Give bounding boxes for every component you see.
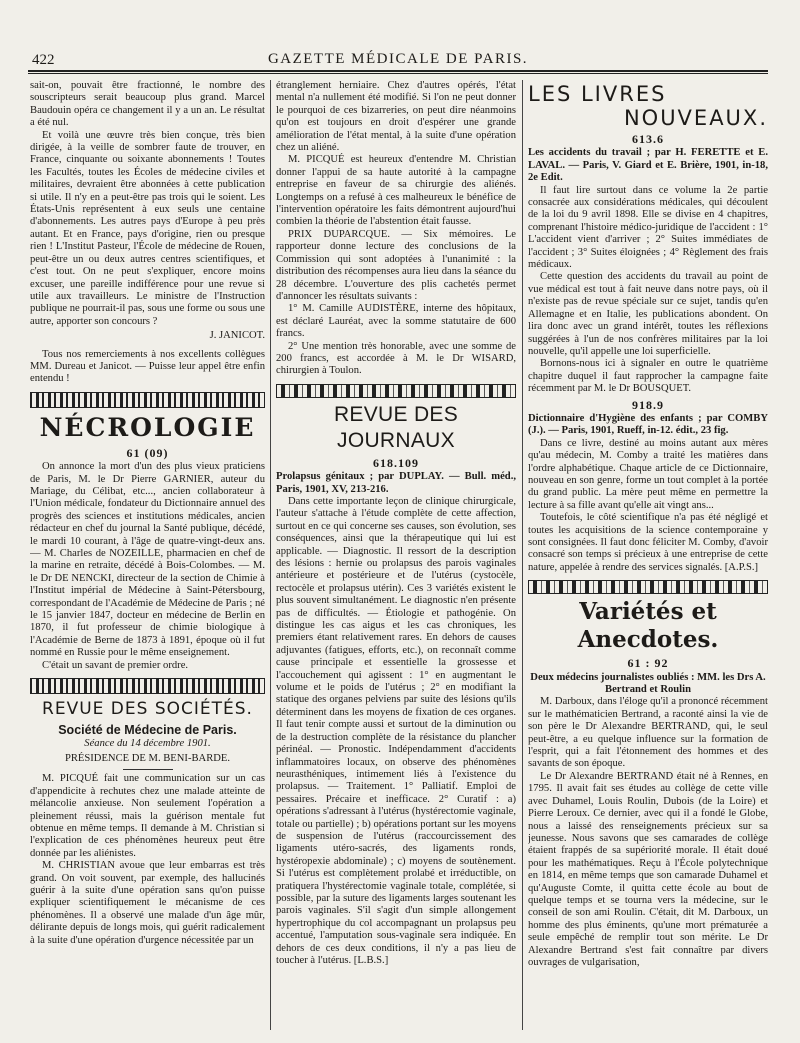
paragraph: Cette question des accidents du travail au point de vue médical est tout à fait neuve dans notre pays, où il n'existe pas de revue spéciale sur ce sujet, tandis qu'en Allemagne et en Italie, les publications abondent. On lira donc avec un grand intérêt, toutes les réflexions suggérées à l'un de nos confrères militaires par la loi nouvelle, qu'il appelle une loi superficielle.: [528, 271, 768, 357]
section-title-varietes: Variétés et Anecdotes.: [577, 598, 719, 654]
section-number: 618.109: [373, 455, 419, 470]
paragraph: 1° M. Camille AUDISTÈRE, interne des hôpitaux, est déclaré Lauréat, avec la somme statutaire de 600 francs.: [276, 303, 516, 340]
article-lead: Deux médecins journalistes oubliés : MM. les Drs A. Bertrand et Roulin: [530, 671, 766, 696]
article-lead: Prolapsus génitaux ; par DUPLAY. — Bull. méd., Paris, 1901, XV, 213-216.: [276, 471, 516, 495]
column-3: [528, 80, 768, 1030]
paragraph: Dans cette importante leçon de clinique chirurgicale, l'auteur s'attache à l'étude complète de cette affection, surtout en ce qui concerne ses causes, son évolution, ses conséquences, ainsi que la thérapeutique qui lui est applicable. — Diagnostic. Il ressort de la description des lésions : hernie ou prolapsus des parois vaginales antérieure et postérieure et de l'utérus (cystocèle, rectocèle et prolapsus utérin). Ces 3 variétés existent le plus souvent simultanément. Le diagnostic n'en présente pas de difficultés. — Étiologie et pathogénie. On distingue les cas aigus et les cas chroniques, les premiers étant relativement rares. En dehors de causes adjuvantes (fatigues, efforts, etc.), on reconnaît comme cause principale et essentielle la grossesse et l'accouchement qui agissent : 1° en augmentant le volume et le poids de l'utérus ; 2° en modifiant la statique des organes pelviens par suite des lésions qu'ils déterminent dans les moyens de fixation de ces organes. Il faut tenir compte aussi et surtout de la diminution ou de la destruction complète de la résistance du plancher périnéal. — Pronostic. Indépendamment d'accidents inflammatoires locaux, on observe des phénomènes neurasthéniques, intimement liés à l'existence du prolapsus. — Traitement. 1° Palliatif. Emploi de pessaires. Précaire et inefficace. 2° Curatif : a) opérations s'adressant à l'utérus (hystérectomie vaginale, totale ou partielle) ; b) opérations portant sur les moyens de suspension de l'utérus (raccourcissement des ligaments utéro-sacrés, des ligaments ronds, hystéropexie abdominale) ; c) moyens de soutènement. Si l'utérus est complètement prolabé et irréductible, on pratiquera l'hystérectomie vaginale totale, complétée, si possible, par la suture des ligaments larges soutenant les parois vaginales. S'il s'agit d'un simple allongement hypertrophique du col accompagnant un prolapsus peu accentué, l'amputation sous-vaginale sera indiquée. En dehors de ces deux conditions, il n'y a pas lieu de toucher à l'utérus. [L.B.S.]: [276, 495, 516, 966]
book-lead: Les accidents du travail ; par H. FERETTE et E. LAVAL. — Paris, V. Giard et E. Brière, 1901, in-18, 2e Edit.: [528, 147, 768, 184]
paragraph: Dans ce livre, destiné au moins autant aux mères qu'au médecin, M. Comby a traité les matières dans l'ordre alphabétique. Chaque article de ce Dictionnaire, nouveau en son genre, forme un tout complet à la portée du grand public. La mère peut même en permettre la lecture à sa fille avant qu'elle ait vingt ans...: [528, 437, 768, 511]
paragraph: Et voilà une œuvre très bien conçue, très bien dirigée, à la veille de sombrer faute de trouver, en France, cinquante ou soixante abonnements ! Toutes les Facultés, toutes les Écoles de médecine civiles et militaires, devraient être abonnées à cette publication si utile. Il n'y en a peut-être pas trois qui le soient. Les États-Unis représentent à eux seuls une centaine d'abonnements. Les autres pays d'Europe à peu près autant. Et en France, pays d'origine, rien ou presque rien ! L'Institut Pasteur, l'École de médecine de Rouen, peut-être un ou deux autres centres scientifiques, et c'est tout. On ne peut s'expliquer, encore moins excuser, une pareille indifférence pour une revue si utile aux travailleurs. Le ministre de l'Instruction publique ne pourrait-il pas, sous une forme ou sous une autre, apporter son concours ?: [30, 129, 265, 327]
section-title-revue-societes: REVUE DES SOCIÉTÉS.: [42, 699, 253, 720]
ornament-band: [528, 580, 768, 594]
livres-title-line2: NOUVEAUX.: [623, 106, 768, 130]
page-number: 422: [32, 52, 55, 68]
ornament-band: [30, 392, 265, 408]
section-number: 613.6: [632, 132, 664, 146]
paragraph: M. PICQUÉ fait une communication sur un cas d'appendicite à rechutes chez une malade atteinte de mélancolie anxieuse. Non seulement l'opération a pleinement réussi, mais la guérison mentale fut obtenue en même temps. Il demande à M. Christian si l'explication de ces phénomènes heureux peut être donnée par les aliénistes.: [30, 773, 265, 859]
paragraph: sait-on, pouvait être fractionné, le nombre des souscripteurs serait beaucoup plus grand. Marcel Baudouin opéra ce changement il y a un an. Le résultat a été nul.: [30, 80, 265, 129]
paragraph: Toutefois, le côté scientifique n'a pas été négligé et toutes les acquisitions de la science contemporaine y sont consignées. Il faut donc féliciter M. Comby, d'avoir consacré son temps si précieux à une entreprise de cette nature, appelée à rendre des services signalés. [A.P.S.]: [528, 512, 768, 573]
column-divider-1: [270, 80, 271, 1030]
paragraph: PRIX DUPARCQUE. — Six mémoires. Le rapporteur donne lecture des conclusions de la Commission qui sont adoptées à l'unanimité : la distribution des récompenses aura lieu dans la séance du 28 décembre. L'ouverture des plis cachetés permet d'annoncer les résultats suivants :: [276, 228, 516, 302]
ornament-band: [30, 678, 265, 694]
section-title-necrologie: NÉCROLOGIE: [39, 412, 256, 442]
divider: [123, 769, 173, 770]
column-1: [30, 80, 265, 1030]
paragraph: M. Darboux, dans l'éloge qu'il a prononcé récemment sur le mathématicien Bertrand, a raconté ainsi la vie de son père le Dr Alexandre BERTRAND, qui, le seul peut-être, a eu quelque influence sur la formation de l'esprit, qui a fait l'étonnement des hommes et des savants de son époque.: [528, 696, 768, 770]
journal-title: GAZETTE MÉDICALE DE PARIS.: [267, 51, 529, 67]
column-2: [276, 80, 516, 1030]
section-title-revue-journaux: REVUE DES JOURNAUX: [333, 402, 459, 452]
section-number: 918.9: [632, 397, 664, 412]
section-number: 61 : 92: [627, 656, 669, 671]
thanks-paragraph: Tous nos remerciements à nos excellents collègues MM. Dureau et Janicot. — Puisse leur appel être enfin entendu !: [30, 348, 265, 385]
seance-date: Séance du 14 décembre 1901.: [84, 738, 211, 750]
header-rule: [28, 70, 768, 72]
society-name: Société de Médecine de Paris.: [58, 723, 237, 738]
paragraph: 2° Une mention très honorable, avec une somme de 200 francs, est accordée à M. le Dr WISARD, chirurgien à Toulon.: [276, 340, 516, 377]
paragraph: M. CHRISTIAN avoue que leur embarras est très grand. On voit souvent, par exemple, des hallucinés guérir à la suite d'une opération sans qu'on puisse expliquer scientifiquement le mécanisme de ces phénomènes. Il a observé une malade d'un âge mûr, délirante depuis de longs mois, qui guérit radicalement à la suite d'une opération d'urgence nécessitée par un: [30, 860, 265, 946]
book-lead: Dictionnaire d'Hygiène des enfants ; par COMBY (J.). — Paris, 1901, Rueff, in-12. édit., 23 fig.: [528, 412, 768, 437]
paragraph: Il faut lire surtout dans ce volume la 2e partie consacrée aux considérations médicales, qui découlent de la loi du 9 avril 1898. Elle se divise en 4 chapitres, comprenant l'histoire médico-juridique de l'accident : 1° L'accident vient d'arriver ; 2° Suites immédiates de l'accident ; 3° Suites éloignées ; 4° Règlement des frais médicaux.: [528, 184, 768, 271]
presidence: PRÉSIDENCE DE M. BENI-BARDE.: [64, 752, 231, 764]
paragraph: C'était un savant de premier ordre.: [42, 659, 189, 671]
paragraph: M. PICQUÉ est heureux d'entendre M. Christian donner l'appui de sa haute autorité à la campagne entreprise en faveur de sa chirurgie des aliénés. Longtemps on a refusé à ces malheureux le bénéfice de l'intervention opératoire les faits démontrent aujourd'hui combien la théorie de l'abstention était fausse.: [276, 154, 516, 228]
column-divider-2: [522, 80, 523, 1030]
page-header: [28, 50, 768, 70]
paragraph: Le Dr Alexandre BERTRAND était né à Rennes, en 1795. Il avait fait ses études au collège de cette ville avec Duhamel, Louis Roulin, Dubois (de la Loire) et Pierre Leroux. Ce dernier, avec qui il a fondé le Globe, nous a laissé des renseignements précieux sur sa jeunesse. Nous savons que ses camarades de collège étaient frappés de sa supériorité morale. Il était doué pour les mathématiques. Reçu à l'École polytechnique en 1814, en même temps que son camarade Duhamel et qu'Auguste Comte, il quitta cette école au bout de quelque temps et se tourna vers la médecine, sur le conseil de son ami Roulin. C'était, dit M. Darboux, un homme des plus éminents, qu'une mort prématurée a seule empêché de remplir tout son mérite. Le Dr Alexandre Bertrand s'est fait connaître par divers ouvrages de vulgarisation,: [528, 770, 768, 968]
ornament-band: [276, 384, 516, 398]
paragraph: étranglement herniaire. Chez d'autres opérés, l'état mental n'a nullement été modifié. Si l'on ne peut donner le pourquoi de ces bizarreries, on peut dire néanmoins qu'on est toujours en droit d'espérer une grande amélioration de l'état mental, à la suite d'une opération chez un aliéné.: [276, 80, 516, 154]
header-rule-thin: [28, 73, 768, 74]
section-title-livres-nouveaux: [528, 82, 768, 130]
livres-title-line1: LES LIVRES: [528, 82, 667, 106]
signature: J. JANICOT.: [209, 330, 265, 342]
section-number: 61 (09): [126, 445, 169, 460]
paragraph: On annonce la mort d'un des plus vieux praticiens de Paris, M. le Dr Pierre GARNIER, auteur du Mariage, du Célibat, etc..., ancien collaborateur à l'Union médicale, fondateur du Dictionnaire annuel des progrès des sciences et institutions médicales, ancien rédacteur en chef du journal la Santé publique, décédé, le mardi 10 courant, à l'âge de quatre-vingt-deux ans. — M. Charles de NOZEILLE, pharmacien en chef de la marine en retraite, décédé à Bois-Colombes. — M. le Dr DE NENCKI, directeur de la section de Chimie à l'Institut impérial de Médecine à Saint-Pétersbourg, correspondant de l'Académie de Médecine de Paris ; né le 15 janvier 1847, docteur en médecine de Berlin en 1870, il fut professeur de chimie biologique à l'Académie de Berne de 1873 à 1891, époque où il fut nommé en Russie pour le même enseignement.: [30, 461, 265, 659]
paragraph: Bornons-nous ici à signaler en outre le quatrième chapitre duquel il faut rapprocher la campagne faite récemment par M. le Dr BOUSQUET.: [528, 358, 768, 395]
